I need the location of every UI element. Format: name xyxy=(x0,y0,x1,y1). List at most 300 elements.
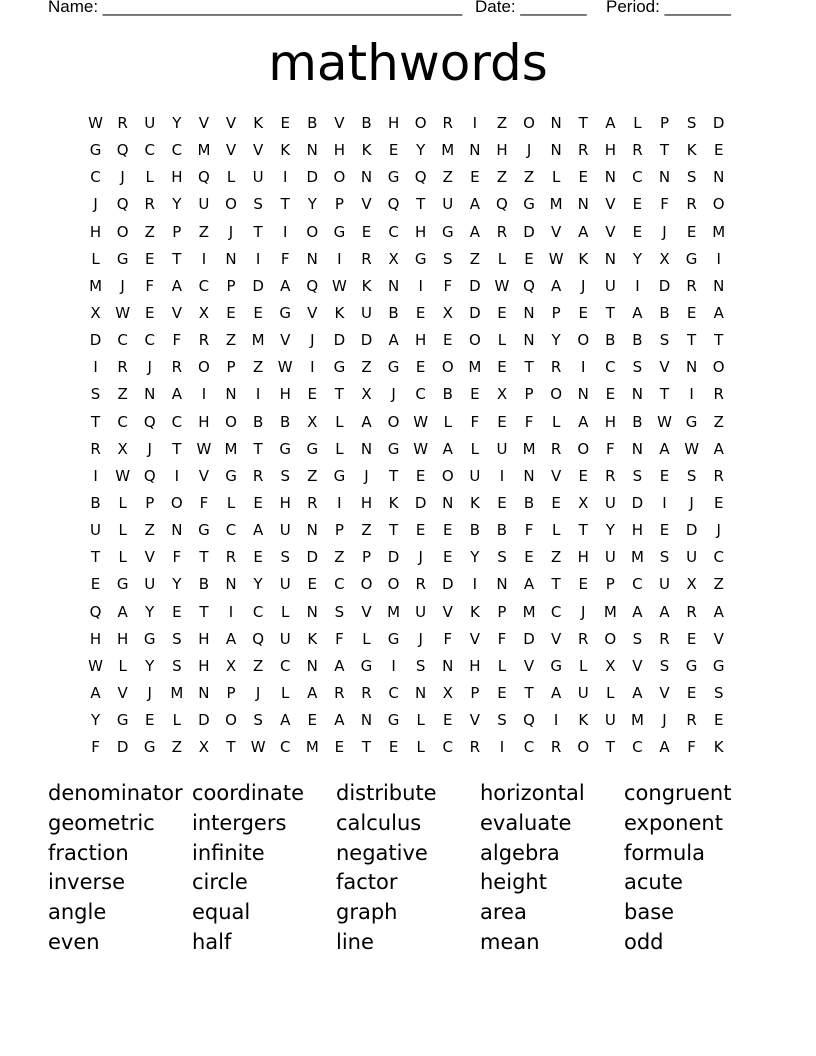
grid-letter[interactable]: E xyxy=(524,249,534,268)
grid-letter[interactable]: H xyxy=(577,548,589,567)
grid-letter[interactable]: Z xyxy=(361,521,372,540)
grid-letter[interactable]: G xyxy=(712,656,725,675)
grid-letter[interactable]: N xyxy=(577,385,589,404)
grid-letter[interactable]: E xyxy=(307,385,318,404)
grid-letter[interactable]: G xyxy=(685,249,698,268)
grid-letter[interactable]: F xyxy=(443,629,453,648)
grid-letter[interactable]: G xyxy=(685,412,698,431)
grid-letter[interactable]: D xyxy=(469,276,481,295)
grid-letter[interactable]: X xyxy=(225,656,237,675)
grid-letter[interactable]: F xyxy=(443,276,453,295)
grid-letter[interactable]: L xyxy=(172,711,181,730)
grid-letter[interactable]: E xyxy=(470,385,480,404)
grid-letter[interactable]: O xyxy=(523,114,535,132)
grid-letter[interactable]: E xyxy=(415,358,426,377)
grid-letter[interactable]: K xyxy=(307,629,318,648)
grid-letter[interactable]: T xyxy=(687,331,697,350)
grid-letter[interactable]: S xyxy=(632,629,643,648)
grid-letter[interactable]: P xyxy=(226,276,236,295)
grid-letter[interactable]: G xyxy=(333,466,346,485)
grid-letter[interactable]: E xyxy=(659,521,670,540)
grid-letter[interactable]: J xyxy=(120,276,125,295)
grid-letter[interactable]: X xyxy=(686,575,697,594)
grid-letter[interactable]: N xyxy=(360,439,373,458)
grid-letter[interactable]: G xyxy=(279,303,292,322)
grid-letter[interactable]: K xyxy=(578,249,589,268)
grid-letter[interactable]: G xyxy=(143,738,156,757)
grid-letter[interactable]: E xyxy=(470,168,480,187)
grid-letter[interactable]: O xyxy=(387,575,400,594)
grid-letter[interactable]: B xyxy=(605,331,616,350)
grid-letter[interactable]: N xyxy=(306,249,318,268)
grid-letter[interactable]: C xyxy=(171,141,183,160)
grid-letter[interactable]: L xyxy=(551,412,561,431)
grid-letter[interactable]: L xyxy=(551,168,561,187)
grid-letter[interactable]: W xyxy=(413,439,429,458)
grid-letter[interactable]: Z xyxy=(551,548,562,567)
grid-letter[interactable]: X xyxy=(578,493,589,512)
grid-letter[interactable]: S xyxy=(686,114,697,132)
grid-letter[interactable]: O xyxy=(604,629,617,648)
grid-letter[interactable]: E xyxy=(90,575,101,594)
grid-letter[interactable]: B xyxy=(198,575,210,594)
grid-letter[interactable]: T xyxy=(416,195,426,214)
grid-letter[interactable]: A xyxy=(252,521,264,540)
grid-letter[interactable]: T xyxy=(199,548,209,567)
grid-letter[interactable]: L xyxy=(118,493,127,512)
grid-letter[interactable]: J xyxy=(120,168,125,187)
grid-letter[interactable]: O xyxy=(712,195,725,214)
grid-letter[interactable]: A xyxy=(361,412,372,431)
grid-letter[interactable]: I xyxy=(499,466,505,485)
grid-letter[interactable]: Z xyxy=(307,466,318,485)
grid-letter[interactable]: G xyxy=(143,629,156,648)
grid-letter[interactable]: U xyxy=(604,276,616,295)
grid-letter[interactable]: N xyxy=(550,141,562,160)
name-field-label[interactable]: Name: ______________________________________ xyxy=(48,0,463,16)
grid-letter[interactable]: V xyxy=(659,683,670,702)
grid-letter[interactable]: V xyxy=(469,711,480,730)
grid-letter[interactable]: E xyxy=(226,303,236,322)
grid-letter[interactable]: V xyxy=(713,629,724,648)
grid-letter[interactable]: H xyxy=(89,222,102,241)
grid-letter[interactable]: A xyxy=(469,222,480,241)
grid-letter[interactable]: D xyxy=(387,548,400,567)
grid-letter[interactable]: T xyxy=(659,385,670,404)
grid-letter[interactable]: W xyxy=(88,656,103,675)
grid-letter[interactable]: C xyxy=(117,331,128,350)
grid-letter[interactable]: P xyxy=(497,602,507,621)
grid-letter[interactable]: Q xyxy=(143,466,156,485)
grid-letter[interactable]: U xyxy=(198,195,210,214)
grid-letter[interactable]: I xyxy=(662,493,667,512)
grid-letter[interactable]: E xyxy=(497,303,507,322)
grid-letter[interactable]: M xyxy=(224,439,238,458)
grid-letter[interactable]: E xyxy=(686,629,697,648)
grid-letter[interactable]: D xyxy=(441,575,454,594)
grid-letter[interactable]: I xyxy=(391,656,396,675)
grid-letter[interactable]: A xyxy=(171,385,182,404)
grid-letter[interactable]: C xyxy=(415,385,426,404)
grid-letter[interactable]: D xyxy=(333,331,346,350)
grid-letter[interactable]: P xyxy=(605,575,615,594)
grid-letter[interactable]: R xyxy=(252,466,264,485)
grid-letter[interactable]: T xyxy=(253,222,263,241)
grid-letter[interactable]: E xyxy=(388,141,399,160)
grid-letter[interactable]: O xyxy=(468,331,481,350)
grid-letter[interactable]: P xyxy=(226,683,236,702)
grid-letter[interactable]: E xyxy=(578,575,588,594)
grid-letter[interactable]: E xyxy=(578,168,588,187)
grid-letter[interactable]: H xyxy=(89,629,102,648)
grid-letter[interactable]: I xyxy=(282,222,288,241)
grid-letter[interactable]: L xyxy=(633,114,642,132)
grid-letter[interactable]: F xyxy=(687,738,696,757)
grid-letter[interactable]: I xyxy=(255,249,261,268)
grid-letter[interactable]: J xyxy=(581,602,586,621)
grid-letter[interactable]: T xyxy=(90,548,101,567)
grid-letter[interactable]: Y xyxy=(172,195,182,214)
grid-letter[interactable]: E xyxy=(686,683,697,702)
grid-letter[interactable]: A xyxy=(280,711,291,730)
grid-letter[interactable]: U xyxy=(469,466,481,485)
grid-letter[interactable]: V xyxy=(523,656,535,675)
grid-letter[interactable]: O xyxy=(306,222,319,241)
grid-letter[interactable]: O xyxy=(198,358,210,377)
grid-letter[interactable]: N xyxy=(550,114,562,132)
grid-letter[interactable]: X xyxy=(307,412,318,431)
grid-letter[interactable]: D xyxy=(252,276,264,295)
grid-letter[interactable]: O xyxy=(441,466,454,485)
grid-letter[interactable]: P xyxy=(334,195,344,214)
grid-letter[interactable]: N xyxy=(604,168,616,187)
grid-letter[interactable]: L xyxy=(335,439,344,458)
grid-letter[interactable]: N xyxy=(713,168,725,187)
grid-letter[interactable]: C xyxy=(388,683,399,702)
grid-letter[interactable]: T xyxy=(524,358,534,377)
grid-letter[interactable]: O xyxy=(225,195,237,214)
grid-letter[interactable]: X xyxy=(388,249,399,268)
grid-letter[interactable]: E xyxy=(361,222,372,241)
grid-letter[interactable]: R xyxy=(171,358,183,377)
grid-letter[interactable]: N xyxy=(306,602,318,621)
grid-letter[interactable]: R xyxy=(578,141,589,160)
grid-letter[interactable]: N xyxy=(604,249,616,268)
grid-letter[interactable]: H xyxy=(198,412,210,431)
grid-letter[interactable]: D xyxy=(414,493,427,512)
grid-letter[interactable]: G xyxy=(387,168,400,187)
grid-letter[interactable]: Y xyxy=(145,656,155,675)
grid-letter[interactable]: D xyxy=(89,331,102,350)
grid-letter[interactable]: N xyxy=(144,385,156,404)
grid-letter[interactable]: H xyxy=(415,222,427,241)
grid-letter[interactable]: U xyxy=(279,629,291,648)
grid-letter[interactable]: Q xyxy=(496,195,508,214)
grid-letter[interactable]: C xyxy=(334,575,345,594)
grid-letter[interactable]: M xyxy=(387,602,401,621)
grid-letter[interactable]: S xyxy=(659,548,670,567)
grid-letter[interactable]: K xyxy=(469,602,480,621)
grid-letter[interactable]: H xyxy=(279,385,291,404)
grid-letter[interactable]: I xyxy=(201,385,207,404)
grid-letter[interactable]: V xyxy=(198,466,210,485)
grid-letter[interactable]: R xyxy=(117,358,128,377)
grid-letter[interactable]: H xyxy=(604,412,616,431)
grid-letter[interactable]: V xyxy=(551,629,562,648)
grid-letter[interactable]: S xyxy=(632,466,643,485)
grid-letter[interactable]: N xyxy=(360,711,373,730)
grid-letter[interactable]: T xyxy=(605,303,615,322)
grid-letter[interactable]: J xyxy=(310,331,315,350)
grid-letter[interactable]: S xyxy=(334,602,345,621)
grid-letter[interactable]: A xyxy=(523,575,535,594)
grid-letter[interactable]: L xyxy=(497,249,507,268)
grid-letter[interactable]: W xyxy=(250,738,266,757)
grid-letter[interactable]: T xyxy=(361,738,372,757)
grid-letter[interactable]: E xyxy=(280,114,290,132)
grid-letter[interactable]: G xyxy=(116,575,129,594)
grid-letter[interactable]: E xyxy=(497,412,507,431)
grid-letter[interactable]: E xyxy=(253,548,263,567)
grid-letter[interactable]: E xyxy=(497,683,507,702)
grid-letter[interactable]: O xyxy=(577,331,590,350)
grid-letter[interactable]: Y xyxy=(470,548,480,567)
grid-letter[interactable]: N xyxy=(523,303,535,322)
grid-letter[interactable]: U xyxy=(279,521,291,540)
grid-letter[interactable]: H xyxy=(333,141,346,160)
grid-letter[interactable]: T xyxy=(551,575,561,594)
grid-letter[interactable]: I xyxy=(635,276,640,295)
grid-letter[interactable]: G xyxy=(116,711,129,730)
grid-letter[interactable]: W xyxy=(196,439,212,458)
grid-letter[interactable]: T xyxy=(280,195,290,214)
grid-letter[interactable]: X xyxy=(117,439,128,458)
grid-letter[interactable]: C xyxy=(388,222,399,241)
grid-letter[interactable]: M xyxy=(468,358,482,377)
grid-letter[interactable]: P xyxy=(551,303,561,322)
grid-letter[interactable]: L xyxy=(91,249,100,268)
grid-letter[interactable]: L xyxy=(226,168,236,187)
grid-letter[interactable]: B xyxy=(496,521,508,540)
grid-letter[interactable]: J xyxy=(147,358,152,377)
grid-letter[interactable]: A xyxy=(90,683,101,702)
grid-letter[interactable]: N xyxy=(306,656,318,675)
grid-letter[interactable]: C xyxy=(632,168,643,187)
grid-letter[interactable]: Y xyxy=(90,711,101,730)
grid-letter[interactable]: S xyxy=(497,548,507,567)
grid-letter[interactable]: J xyxy=(93,195,98,214)
grid-letter[interactable]: O xyxy=(360,575,373,594)
grid-letter[interactable]: Q xyxy=(252,629,265,648)
grid-letter[interactable]: E xyxy=(415,303,426,322)
grid-letter[interactable]: I xyxy=(228,602,234,621)
grid-letter[interactable]: H xyxy=(469,656,481,675)
grid-letter[interactable]: O xyxy=(441,358,454,377)
grid-letter[interactable]: V xyxy=(280,331,291,350)
grid-letter[interactable]: E xyxy=(713,711,724,730)
grid-letter[interactable]: I xyxy=(174,466,180,485)
grid-letter[interactable]: E xyxy=(388,738,399,757)
grid-letter[interactable]: N xyxy=(496,575,508,594)
grid-letter[interactable]: I xyxy=(499,738,505,757)
grid-letter[interactable]: I xyxy=(282,168,288,187)
grid-letter[interactable]: A xyxy=(659,738,670,757)
grid-letter[interactable]: W xyxy=(331,276,347,295)
grid-letter[interactable]: X xyxy=(442,683,453,702)
grid-letter[interactable]: T xyxy=(578,521,588,540)
grid-letter[interactable]: S xyxy=(686,466,697,485)
grid-letter[interactable]: E xyxy=(144,303,155,322)
grid-letter[interactable]: L xyxy=(416,711,425,730)
grid-letter[interactable]: P xyxy=(659,114,670,132)
grid-letter[interactable]: U xyxy=(144,575,156,594)
grid-letter[interactable]: V xyxy=(171,303,182,322)
grid-letter[interactable]: E xyxy=(443,548,453,567)
grid-letter[interactable]: Z xyxy=(252,358,264,377)
grid-letter[interactable]: G xyxy=(441,222,454,241)
grid-letter[interactable]: Y xyxy=(172,575,182,594)
grid-letter[interactable]: N xyxy=(360,168,373,187)
grid-letter[interactable]: L xyxy=(416,738,425,757)
grid-letter[interactable]: J xyxy=(418,629,423,648)
grid-letter[interactable]: N xyxy=(306,141,318,160)
grid-letter[interactable]: C xyxy=(713,548,724,567)
grid-letter[interactable]: Z xyxy=(713,412,724,431)
grid-letter[interactable]: C xyxy=(605,358,616,377)
grid-letter[interactable]: V xyxy=(442,602,453,621)
date-field-label[interactable]: Date: _______ xyxy=(475,0,587,16)
grid-letter[interactable]: B xyxy=(659,303,670,322)
grid-letter[interactable]: F xyxy=(172,548,182,567)
grid-letter[interactable]: R xyxy=(605,466,616,485)
grid-letter[interactable]: C xyxy=(90,168,101,187)
grid-letter[interactable]: C xyxy=(523,738,535,757)
grid-letter[interactable]: N xyxy=(631,439,644,458)
grid-letter[interactable]: C xyxy=(198,276,210,295)
grid-letter[interactable]: Q xyxy=(116,141,129,160)
grid-letter[interactable]: K xyxy=(686,141,697,160)
grid-letter[interactable]: K xyxy=(253,114,264,132)
grid-letter[interactable]: U xyxy=(360,303,372,322)
grid-letter[interactable]: D xyxy=(658,276,671,295)
grid-letter[interactable]: Y xyxy=(307,195,317,214)
grid-letter[interactable]: M xyxy=(549,195,563,214)
grid-letter[interactable]: A xyxy=(117,602,128,621)
grid-letter[interactable]: A xyxy=(713,439,724,458)
grid-letter[interactable]: Z xyxy=(117,385,128,404)
grid-letter[interactable]: R xyxy=(361,249,372,268)
grid-letter[interactable]: J xyxy=(662,222,667,241)
grid-letter[interactable]: A xyxy=(551,276,562,295)
grid-letter[interactable]: U xyxy=(604,548,616,567)
grid-letter[interactable]: E xyxy=(659,466,670,485)
grid-letter[interactable]: V xyxy=(659,358,670,377)
grid-letter[interactable]: N xyxy=(469,141,481,160)
grid-letter[interactable]: A xyxy=(632,683,643,702)
grid-letter[interactable]: N xyxy=(415,683,427,702)
grid-letter[interactable]: R xyxy=(117,114,128,132)
grid-letter[interactable]: R xyxy=(90,439,101,458)
grid-letter[interactable]: R xyxy=(307,493,318,512)
grid-letter[interactable]: L xyxy=(335,412,344,431)
grid-letter[interactable]: A xyxy=(469,195,480,214)
grid-letter[interactable]: P xyxy=(361,548,371,567)
grid-letter[interactable]: C xyxy=(171,412,183,431)
grid-letter[interactable]: R xyxy=(496,222,508,241)
grid-letter[interactable]: K xyxy=(361,141,372,160)
grid-letter[interactable]: A xyxy=(713,303,724,322)
grid-letter[interactable]: L xyxy=(281,683,290,702)
grid-letter[interactable]: P xyxy=(524,385,534,404)
grid-letter[interactable]: L xyxy=(145,168,154,187)
grid-letter[interactable]: H xyxy=(604,141,616,160)
grid-letter[interactable]: R xyxy=(686,711,697,730)
grid-letter[interactable]: S xyxy=(713,683,724,702)
grid-letter[interactable]: G xyxy=(333,358,346,377)
grid-letter[interactable]: G xyxy=(387,439,400,458)
grid-letter[interactable]: T xyxy=(524,683,534,702)
grid-letter[interactable]: N xyxy=(442,493,454,512)
grid-letter[interactable]: W xyxy=(88,114,103,132)
grid-letter[interactable]: G xyxy=(116,249,129,268)
grid-letter[interactable]: Q xyxy=(523,276,535,295)
grid-letter[interactable]: Q xyxy=(387,195,400,214)
grid-letter[interactable]: L xyxy=(470,439,480,458)
grid-letter[interactable]: I xyxy=(201,249,207,268)
grid-letter[interactable]: D xyxy=(523,629,535,648)
grid-letter[interactable]: E xyxy=(524,548,534,567)
grid-letter[interactable]: F xyxy=(524,521,534,540)
grid-letter[interactable]: E xyxy=(307,575,318,594)
grid-letter[interactable]: A xyxy=(442,439,453,458)
grid-letter[interactable]: O xyxy=(225,711,237,730)
grid-letter[interactable]: E xyxy=(497,358,507,377)
grid-letter[interactable]: S xyxy=(659,656,670,675)
grid-letter[interactable]: E xyxy=(334,738,345,757)
grid-letter[interactable]: Z xyxy=(713,575,724,594)
grid-letter[interactable]: M xyxy=(89,276,103,295)
grid-letter[interactable]: M xyxy=(441,141,455,160)
grid-letter[interactable]: O xyxy=(577,439,590,458)
grid-letter[interactable]: H xyxy=(117,629,129,648)
grid-letter[interactable]: A xyxy=(334,711,345,730)
grid-letter[interactable]: O xyxy=(387,412,400,431)
grid-letter[interactable]: I xyxy=(93,466,98,485)
grid-letter[interactable]: N xyxy=(658,168,671,187)
grid-letter[interactable]: E xyxy=(632,195,643,214)
grid-letter[interactable]: V xyxy=(334,114,345,132)
grid-letter[interactable]: Q xyxy=(523,711,535,730)
grid-letter[interactable]: S xyxy=(172,629,182,648)
grid-letter[interactable]: D xyxy=(523,222,535,241)
grid-letter[interactable]: M xyxy=(630,548,644,567)
grid-letter[interactable]: H xyxy=(415,331,427,350)
grid-letter[interactable]: I xyxy=(472,114,478,132)
grid-letter[interactable]: F xyxy=(145,276,155,295)
grid-letter[interactable]: S xyxy=(253,711,263,730)
grid-letter[interactable]: F xyxy=(660,195,669,214)
grid-letter[interactable]: A xyxy=(388,331,399,350)
grid-letter[interactable]: G xyxy=(306,439,319,458)
grid-letter[interactable]: U xyxy=(415,602,427,621)
grid-letter[interactable]: U xyxy=(686,548,698,567)
grid-letter[interactable]: Z xyxy=(225,331,237,350)
grid-letter[interactable]: P xyxy=(226,358,236,377)
grid-letter[interactable]: A xyxy=(713,602,724,621)
grid-letter[interactable]: Z xyxy=(523,168,535,187)
grid-letter[interactable]: H xyxy=(198,656,210,675)
grid-letter[interactable]: J xyxy=(526,141,532,160)
